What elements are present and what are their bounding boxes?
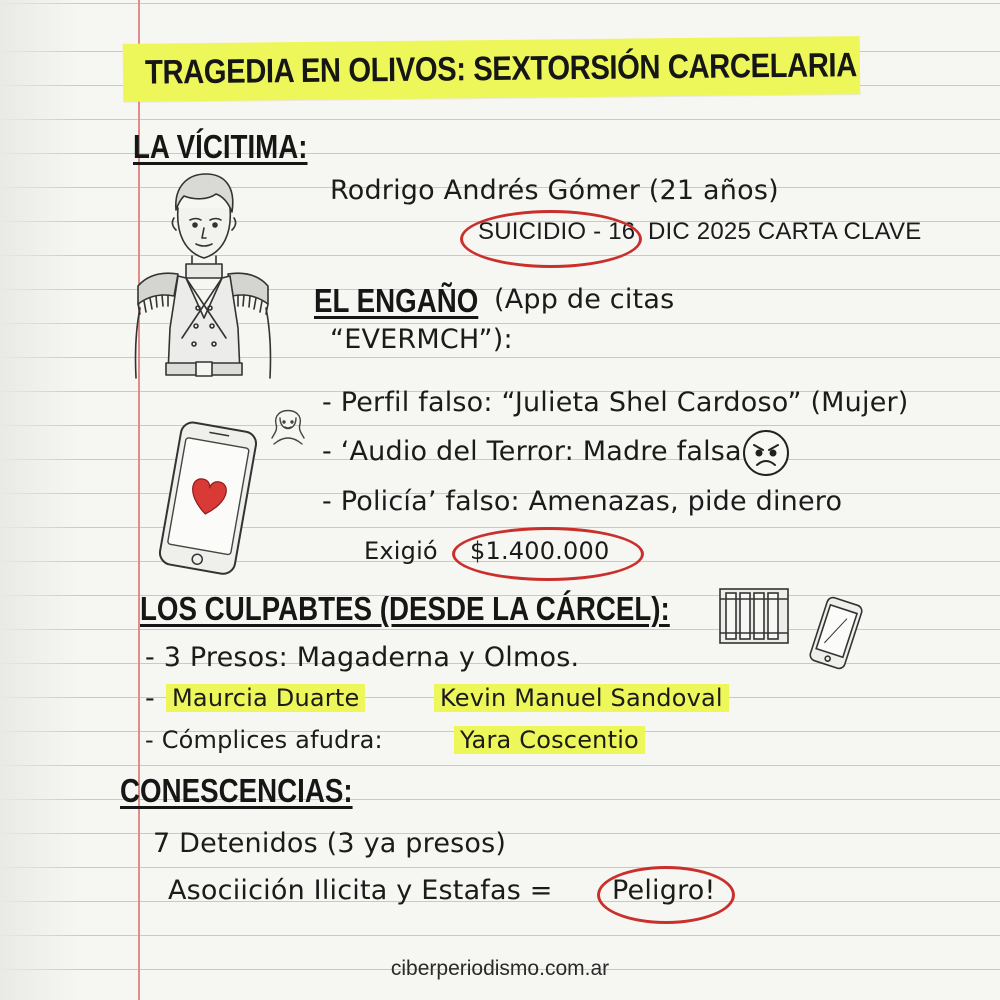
phone-icon — [804, 596, 868, 670]
jail-bars-icon — [716, 585, 792, 647]
danger-word: Peligro! — [612, 875, 716, 906]
culprits-line-prisoners: - 3 Presos: Magaderna y Olmos. — [145, 642, 580, 673]
detained-line: 7 Detenidos (3 ya presos) — [153, 828, 507, 859]
phone-heart-icon — [152, 418, 262, 578]
deception-note: (App de citas — [494, 284, 675, 315]
demand-circle — [452, 527, 644, 581]
woman-avatar-icon — [268, 398, 308, 446]
app-name: “EVERMCH”): — [330, 324, 513, 355]
soldier-portrait-icon — [128, 168, 278, 393]
victim-name: Rodrigo Andrés Gómer (21 años) — [330, 175, 779, 206]
footer-source: ciberperiodismo.com.ar — [390, 957, 610, 980]
date-note: DIC 2025 CARTA CLAVE — [648, 218, 922, 245]
culprit-name-sandoval: Kevin Manuel Sandoval — [434, 684, 729, 712]
culprits-heading: LOS CULPABTES (DESDE LA CÁRCEL): — [140, 590, 670, 627]
culprit-name-duarte: Maurcia Duarte — [166, 684, 365, 712]
culprits-accomplices-label: - Cómplices afudra: — [145, 726, 383, 754]
deception-item-fake-police: - Policía’ falso: Amenazas, pide dinero — [322, 486, 843, 517]
suicide-label: SUICIDIO - 16 — [478, 218, 636, 245]
victim-heading: LA VÍCITIMA: — [133, 128, 308, 165]
deception-item-terror-audio: - ‘Audio del Terror: Madre falsa — [322, 436, 742, 467]
culprits-line-names-dash: - — [145, 683, 155, 714]
page-title: TRAGEDIA EN OLIVOS: SEXTORSIÓN CARCELARIA — [144, 46, 857, 92]
consequences-heading: CONESCENCIAS: — [120, 772, 353, 809]
deception-item-fake-profile: - Perfil falso: “Julieta Shel Cardoso” (Mujer) — [322, 387, 909, 418]
title-banner — [123, 36, 861, 102]
suicide-circle — [460, 210, 642, 268]
culprit-name-coscentio: Yara Coscentio — [454, 726, 645, 754]
angry-face-icon — [740, 427, 792, 479]
demand-label: Exigió — [364, 537, 438, 565]
demand-amount: $1.400.000 — [470, 537, 610, 565]
deception-heading: EL ENGAÑO — [314, 282, 479, 319]
charges-line: Asociición Ilicita y Estafas = — [168, 875, 553, 906]
danger-circle — [597, 866, 735, 924]
